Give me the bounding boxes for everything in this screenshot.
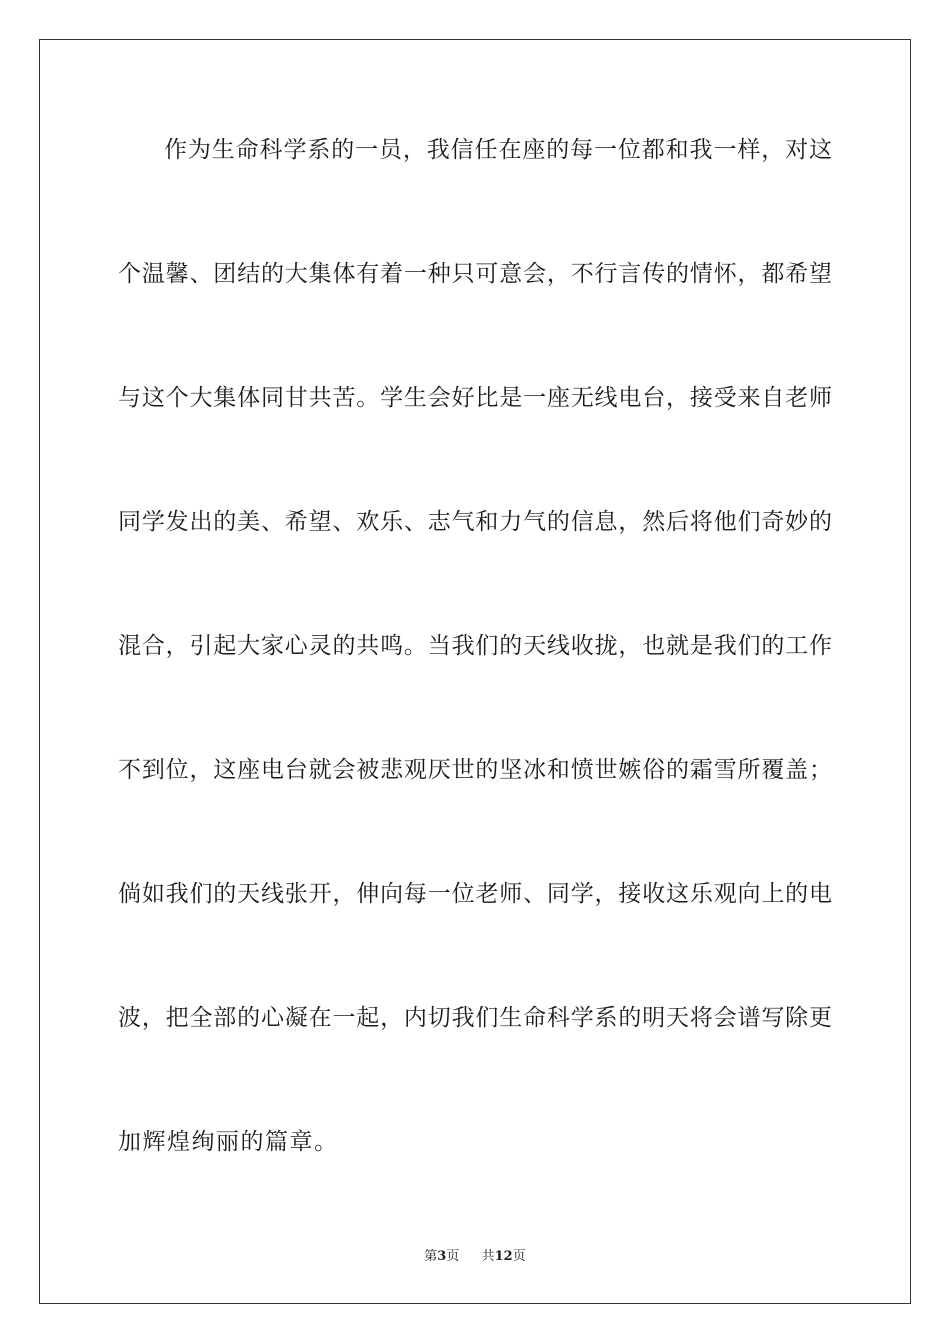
footer-page-suffix: 页 (446, 1249, 460, 1264)
paragraph-line: 倘如我们的天线张开，伸向每一位老师、同学，接收这乐观向上的电 (118, 881, 832, 907)
footer-total-pages: 12 (494, 1249, 513, 1264)
paragraph-line: 混合，引起大家心灵的共鸣。当我们的天线收拢，也就是我们的工作 (118, 633, 832, 659)
paragraph-line: 作为生命科学系的一员，我信任在座的每一位都和我一样，对这 (164, 137, 832, 163)
footer-total-prefix: 共 (481, 1249, 495, 1264)
footer-total-suffix: 页 (512, 1249, 526, 1264)
footer-page-prefix: 第 (424, 1249, 438, 1264)
paragraph-line: 不到位，这座电台就会被悲观厌世的坚冰和愤世嫉俗的霜雪所覆盖； (118, 757, 832, 783)
page-footer (0, 1248, 950, 1266)
paragraph-line: 同学发出的美、希望、欢乐、志气和力气的信息，然后将他们奇妙的 (118, 509, 832, 535)
paragraph-line: 加辉煌绚丽的篇章。 (118, 1129, 339, 1155)
paragraph-line: 个温馨、团结的大集体有着一种只可意会，不行言传的情怀，都希望 (118, 261, 832, 287)
paragraph-line: 波，把全部的心凝在一起，内切我们生命科学系的明天将会谱写除更 (118, 1005, 832, 1031)
page-border (39, 39, 911, 1304)
paragraph-line: 与这个大集体同甘共苦。学生会好比是一座无线电台，接受来自老师 (118, 385, 832, 411)
footer-page-number: 3 (437, 1249, 447, 1264)
